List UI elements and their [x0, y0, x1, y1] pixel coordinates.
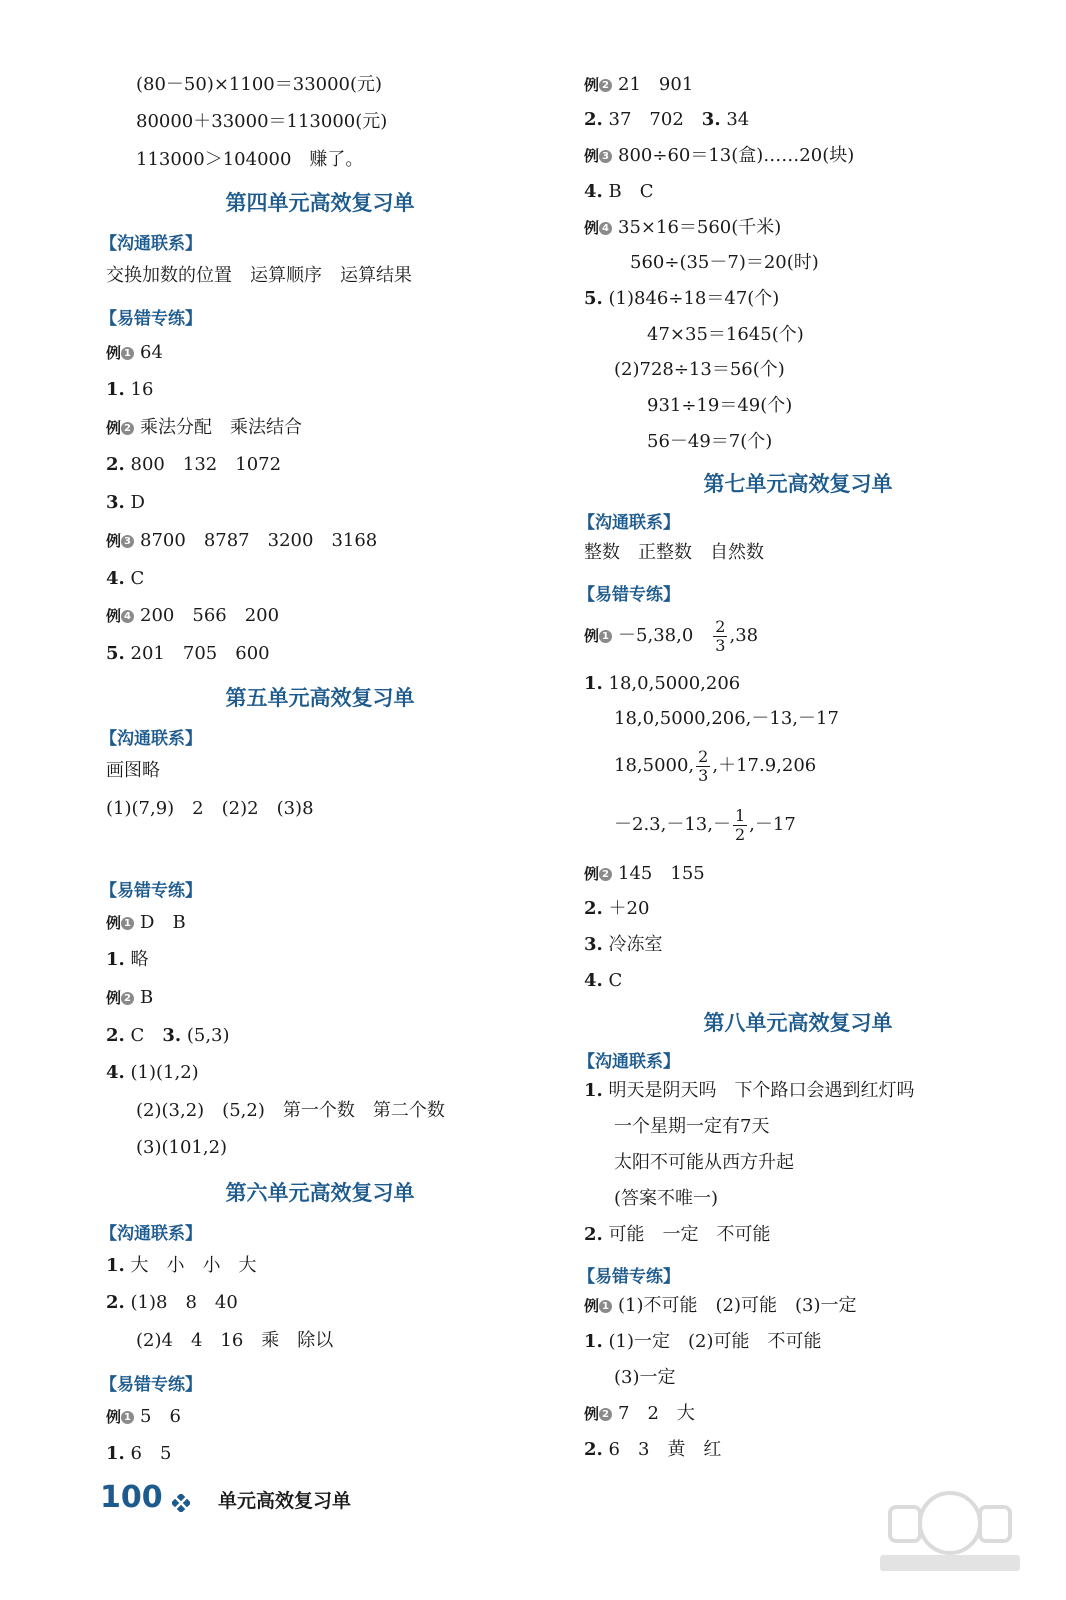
example-item — [584, 1402, 695, 1426]
answer-text: D B — [140, 912, 186, 933]
answer-item — [106, 1291, 238, 1315]
answer-line: (答案不唯一) — [614, 1188, 719, 1209]
circled-number: 4 — [121, 610, 134, 623]
fraction-numerator: 1 — [734, 805, 746, 825]
answer-line: (2)728÷13＝56(个) — [614, 359, 785, 380]
answer-item — [584, 287, 779, 311]
diamond-icon — [172, 1494, 190, 1512]
item-number: 1. — [106, 949, 125, 970]
answer-text: 37 702 — [608, 109, 702, 130]
answer-text: 5 6 — [140, 1406, 181, 1427]
answer-text: 18,0,5000,206 — [608, 673, 741, 694]
answer-text: 冷冻室 — [608, 934, 663, 955]
example-item — [106, 604, 279, 628]
example-label: 例 2 — [584, 76, 618, 94]
answer-text: 201 705 600 — [130, 643, 270, 664]
answer-item — [584, 1079, 915, 1103]
example-label: 例 2 — [106, 419, 140, 437]
answer-text: C — [130, 1025, 163, 1046]
section-label: 【易错专练】 — [578, 1267, 680, 1287]
item-number: 1. — [584, 1080, 603, 1101]
answer-item — [106, 1254, 257, 1278]
answer-item — [106, 1061, 199, 1085]
example-item — [584, 216, 781, 240]
answer-text: 35×16＝560(千米) — [618, 217, 782, 238]
fraction — [713, 618, 727, 655]
example-item — [584, 73, 693, 97]
example-label: 例 1 — [106, 914, 140, 932]
answer-text: ,＋17.9,206 — [712, 755, 817, 776]
fraction-denominator: 3 — [715, 635, 726, 655]
circled-number: 2 — [599, 868, 612, 881]
section-label: 【沟通联系】 — [100, 234, 202, 254]
page-number: 100 — [100, 1480, 163, 1515]
answer-line — [614, 744, 816, 788]
answer-item — [584, 897, 649, 921]
section-label: 【沟通联系】 — [100, 729, 202, 749]
example-item — [106, 986, 153, 1010]
answer-item — [106, 453, 281, 477]
item-number: 2. — [584, 1224, 603, 1245]
answer-item — [584, 969, 622, 993]
item-number: 4. — [106, 1062, 125, 1083]
answer-item — [584, 1438, 721, 1462]
answer-item — [584, 672, 740, 696]
answer-text: C — [608, 970, 623, 991]
circled-number: 2 — [121, 422, 134, 435]
answer-text: 64 — [140, 342, 163, 363]
answer-text: 34 — [726, 109, 750, 130]
answer-text: 800÷60＝13(盒)……20(块) — [618, 145, 855, 166]
answer-text: －2.3,－13,－ — [614, 814, 731, 835]
circled-number: 3 — [121, 535, 134, 548]
example-item — [584, 144, 854, 168]
item-number: 4. — [106, 568, 125, 589]
item-number: 2. — [106, 1025, 125, 1046]
unit4-title: 第四单元高效复习单 — [225, 191, 415, 215]
item-number: 1. — [106, 1443, 125, 1464]
answer-text: 21 901 — [618, 74, 694, 95]
answer-text: 18,5000, — [614, 755, 695, 776]
item-number: 3. — [701, 109, 721, 130]
example-label: 例 1 — [584, 1297, 618, 1315]
answer-item — [584, 1223, 771, 1247]
unit6-title: 第六单元高效复习单 — [225, 1181, 415, 1205]
answer-text: 8700 8787 3200 3168 — [140, 530, 378, 551]
item-number: 4. — [584, 181, 603, 202]
item-number: 1. — [106, 379, 125, 400]
example-item — [106, 1405, 181, 1429]
answer-text: (1)846÷18＝47(个) — [608, 288, 780, 309]
item-number: 5. — [106, 643, 125, 664]
circled-number: 1 — [121, 1411, 134, 1424]
item-number: 2. — [584, 898, 603, 919]
answer-line: 80000＋33000＝113000(元) — [136, 111, 388, 132]
answer-text: C — [130, 568, 145, 589]
example-item — [106, 341, 163, 365]
example-item — [584, 862, 705, 886]
answer-text: (1)8 8 40 — [130, 1292, 238, 1313]
example-item — [584, 614, 758, 658]
section-label: 【沟通联系】 — [578, 1052, 680, 1072]
watermark-logo — [870, 1485, 1030, 1580]
example-label: 例 1 — [106, 1408, 140, 1426]
example-item — [584, 1294, 857, 1318]
item-number: 5. — [584, 288, 603, 309]
section-label: 【易错专练】 — [578, 585, 680, 605]
circled-number: 4 — [599, 222, 612, 235]
answer-line: (80－50)×1100＝33000(元) — [136, 74, 383, 95]
answer-item — [106, 491, 145, 515]
answer-text: 16 — [130, 379, 154, 400]
answer-text: (1)不可能 (2)可能 (3)一定 — [618, 1295, 857, 1316]
circled-number: 1 — [599, 1300, 612, 1313]
fraction-denominator: 2 — [734, 824, 746, 844]
unit5-title: 第五单元高效复习单 — [225, 686, 415, 710]
example-label: 例 3 — [584, 147, 618, 165]
item-number: 1. — [584, 1331, 603, 1352]
answer-line: 931÷19＝49(个) — [647, 395, 793, 416]
answer-text: ,－17 — [749, 814, 796, 835]
answer-item — [106, 642, 270, 666]
section-label: 【沟通联系】 — [100, 1224, 202, 1244]
answer-item — [106, 378, 153, 402]
example-label: 例 1 — [584, 627, 618, 645]
example-item — [106, 529, 377, 553]
section-label: 【易错专练】 — [100, 881, 202, 901]
example-label: 例 4 — [584, 219, 618, 237]
answer-text: 大 小 小 大 — [130, 1255, 257, 1276]
fraction — [733, 807, 747, 844]
answer-line: (3)(101,2) — [136, 1137, 228, 1158]
unit7-title: 第七单元高效复习单 — [703, 472, 893, 496]
answer-text: 乘法分配 乘法结合 — [140, 417, 303, 438]
answer-text: 明天是阴天吗 下个路口会遇到红灯吗 — [608, 1080, 915, 1101]
answer-text: 200 566 200 — [140, 605, 280, 626]
answer-text: 6 5 — [130, 1443, 172, 1464]
answer-text: 145 155 — [618, 863, 705, 884]
answer-text: ,38 — [729, 625, 759, 646]
answer-text: －5,38,0 — [618, 625, 712, 646]
item-number: 2. — [106, 454, 125, 475]
answer-line: 113000＞104000 赚了。 — [136, 149, 364, 170]
answer-text: 略 — [130, 949, 149, 970]
answer-item — [106, 1442, 171, 1466]
answer-text: D — [130, 492, 145, 513]
example-label: 例 4 — [106, 607, 140, 625]
answer-line: 47×35＝1645(个) — [647, 324, 804, 345]
circled-number: 2 — [599, 79, 612, 92]
circled-number: 1 — [599, 630, 612, 643]
circled-number: 1 — [121, 347, 134, 360]
section-label: 【易错专练】 — [100, 1375, 202, 1395]
section-label: 【易错专练】 — [100, 309, 202, 329]
item-number: 2. — [584, 109, 603, 130]
item-number: 4. — [584, 970, 603, 991]
item-number: 1. — [584, 673, 603, 694]
answer-line: (2)(3,2) (5,2) 第一个数 第二个数 — [136, 1100, 445, 1121]
fraction — [696, 748, 710, 785]
item-number: 1. — [106, 1255, 125, 1276]
answer-line: 560÷(35－7)＝20(时) — [630, 252, 819, 273]
circled-number: 2 — [599, 1408, 612, 1421]
answer-line: 56－49＝7(个) — [647, 431, 773, 452]
example-item — [106, 911, 186, 935]
answer-line — [614, 803, 796, 847]
example-label: 例 1 — [106, 344, 140, 362]
example-label: 例 3 — [106, 532, 140, 550]
fraction-numerator: 2 — [698, 746, 709, 766]
example-item — [106, 416, 302, 440]
answer-text: (1)一定 (2)可能 不可能 — [608, 1331, 822, 1352]
answer-item — [584, 180, 654, 204]
fraction-denominator: 3 — [698, 765, 709, 785]
example-label: 例 2 — [584, 1405, 618, 1423]
answer-text: (5,3) — [186, 1025, 230, 1046]
answer-text: B C — [608, 181, 654, 202]
item-number: 3. — [162, 1025, 182, 1046]
answer-text: 可能 一定 不可能 — [608, 1224, 771, 1245]
answer-item — [584, 1330, 822, 1354]
answer-text: ＋20 — [608, 898, 650, 919]
answer-line: 画图略 — [106, 760, 160, 781]
answer-line: (2)4 4 16 乘 除以 — [136, 1330, 334, 1351]
answer-text: B — [140, 987, 154, 1008]
answer-text: 7 2 大 — [618, 1403, 695, 1424]
item-number: 3. — [106, 492, 125, 513]
answer-line: 整数 正整数 自然数 — [584, 542, 764, 563]
answer-line: 一个星期一定有7天 — [614, 1116, 770, 1137]
answer-item — [106, 567, 144, 591]
circled-number: 2 — [121, 992, 134, 1005]
answer-line: 太阳不可能从西方升起 — [614, 1152, 794, 1173]
section-label: 【沟通联系】 — [578, 513, 680, 533]
answer-line: 18,0,5000,206,－13,－17 — [614, 708, 839, 729]
answer-item — [106, 1024, 230, 1048]
answer-line: (1)(7,9) 2 (2)2 (3)8 — [106, 798, 314, 819]
item-number: 2. — [106, 1292, 125, 1313]
fraction-numerator: 2 — [715, 616, 726, 636]
answer-text: (1)(1,2) — [130, 1062, 199, 1083]
item-number: 2. — [584, 1439, 603, 1460]
answer-text: 6 3 黄 红 — [608, 1439, 722, 1460]
footer-title: 单元高效复习单 — [218, 1490, 352, 1512]
answer-line: (3)一定 — [614, 1367, 676, 1388]
answer-line: 交换加数的位置 运算顺序 运算结果 — [106, 265, 412, 286]
example-label: 例 2 — [106, 989, 140, 1007]
circled-number: 3 — [599, 150, 612, 163]
answer-text: 800 132 1072 — [130, 454, 282, 475]
unit8-title: 第八单元高效复习单 — [703, 1011, 893, 1035]
circled-number: 1 — [121, 917, 134, 930]
example-label: 例 2 — [584, 865, 618, 883]
answer-item — [106, 948, 149, 972]
answer-item — [584, 108, 749, 132]
item-number: 3. — [584, 934, 603, 955]
answer-item — [584, 933, 663, 957]
